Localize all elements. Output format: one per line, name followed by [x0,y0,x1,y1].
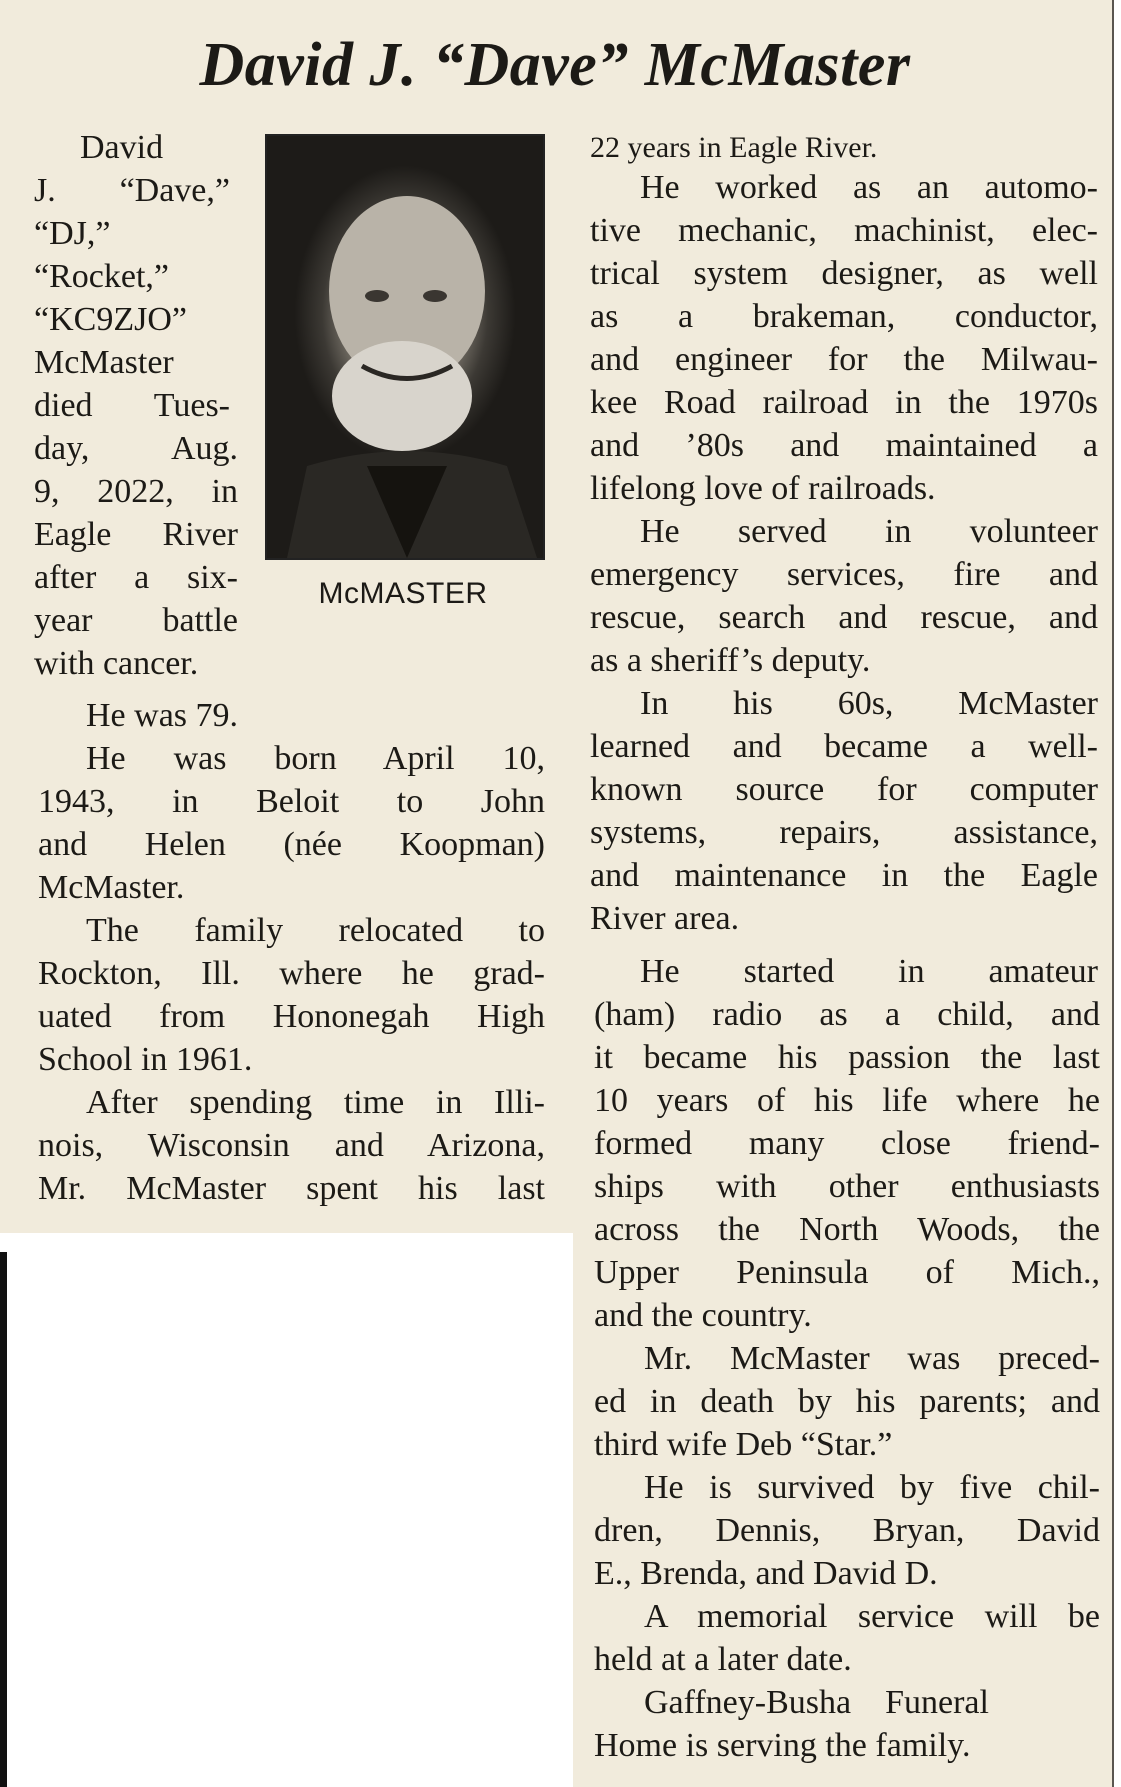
text-line: kee Road railroad in the 1970s [590,384,1098,421]
text-line: and maintenance in the Eagle [590,857,1098,894]
text-line: Mr. McMaster was preced- [644,1340,1100,1377]
text-line: He served in volunteer [640,513,1098,550]
text-line: formed many close friend- [594,1125,1100,1162]
text-line: J. “Dave,” [34,172,230,209]
text-line: A memorial service will be [644,1598,1100,1635]
text-line: uated from Hononegah High [38,998,545,1035]
text-line: as a sheriff’s deputy. [590,642,871,679]
text-line: He is survived by five chil- [644,1469,1100,1506]
text-line: systems, repairs, assistance, [590,814,1098,851]
obituary-headline: David J. “Dave” McMaster [199,31,911,99]
text-line: 1943, in Beloit to John [38,783,545,820]
photo-caption: McMASTER [318,577,488,610]
text-line: as a brakeman, conductor, [590,298,1098,335]
text-line: known source for computer [590,771,1098,808]
text-line: and ’80s and maintained a [590,427,1098,464]
text-line: “Rocket,” [34,258,169,295]
text-line: and engineer for the Milwau- [590,341,1098,378]
text-line: McMaster [34,344,174,381]
text-line: third wife Deb “Star.” [594,1426,893,1463]
text-line: trical system designer, as well [590,255,1098,292]
text-line: 10 years of his life where he [594,1082,1100,1119]
text-line: day, Aug. [34,430,238,467]
text-line: ed in death by his parents; and [594,1383,1100,1420]
text-line: ships with other enthusiasts [594,1168,1100,1205]
text-line: “KC9ZJO” [34,301,187,338]
text-line: Home is serving the family. [594,1727,971,1764]
text-line: Rockton, Ill. where he grad- [38,955,545,992]
text-line: David [80,129,164,166]
text-line: nois, Wisconsin and Arizona, [38,1127,545,1164]
text-line: emergency services, fire and [590,556,1098,593]
text-line: School in 1961. [38,1041,253,1078]
text-line: 9, 2022, in [34,473,238,510]
text-line: McMaster. [38,869,185,906]
text-line: with cancer. [34,645,199,682]
text-line: held at a later date. [594,1641,852,1678]
text-line: dren, Dennis, Bryan, David [594,1512,1100,1549]
text-line: lifelong love of railroads. [590,470,936,507]
text-line: and Helen (née Koopman) [38,826,545,863]
text-line: it became his passion the last [594,1039,1100,1076]
text-line: He worked as an automo- [640,169,1098,206]
text-line: Eagle River [34,516,238,553]
text-line: He started in amateur [640,953,1098,990]
text-line: E., Brenda, and David D. [594,1555,938,1592]
text-line: He was born April 10, [86,740,545,777]
text-line: In his 60s, McMaster [640,685,1098,722]
text-line: and the country. [594,1297,812,1334]
text-line: year battle [34,602,238,639]
portrait-photo [265,134,545,560]
portrait-illustration [267,136,543,558]
text-line: River area. [590,900,740,937]
text-line: died Tues- [34,387,230,424]
text-line: after a six- [34,559,238,596]
text-line: He was 79. [86,697,239,734]
text-line: Gaffney-Busha Funeral [644,1684,989,1721]
text-line: tive mechanic, machinist, elec- [590,212,1098,249]
column-rule [1112,0,1114,1787]
text-line: learned and became a well- [590,728,1098,765]
text-line: The family relocated to [86,912,545,949]
text-line: After spending time in Illi- [86,1084,545,1121]
scan-edge [0,1252,7,1787]
text-line: Mr. McMaster spent his last [38,1170,545,1207]
text-line: rescue, search and rescue, and [590,599,1098,636]
text-line: 22 years in Eagle River. [590,131,878,164]
text-line: “DJ,” [34,215,111,252]
text-line: across the North Woods, the [594,1211,1100,1248]
text-line: (ham) radio as a child, and [594,996,1100,1033]
text-line: Upper Peninsula of Mich., [594,1254,1100,1291]
